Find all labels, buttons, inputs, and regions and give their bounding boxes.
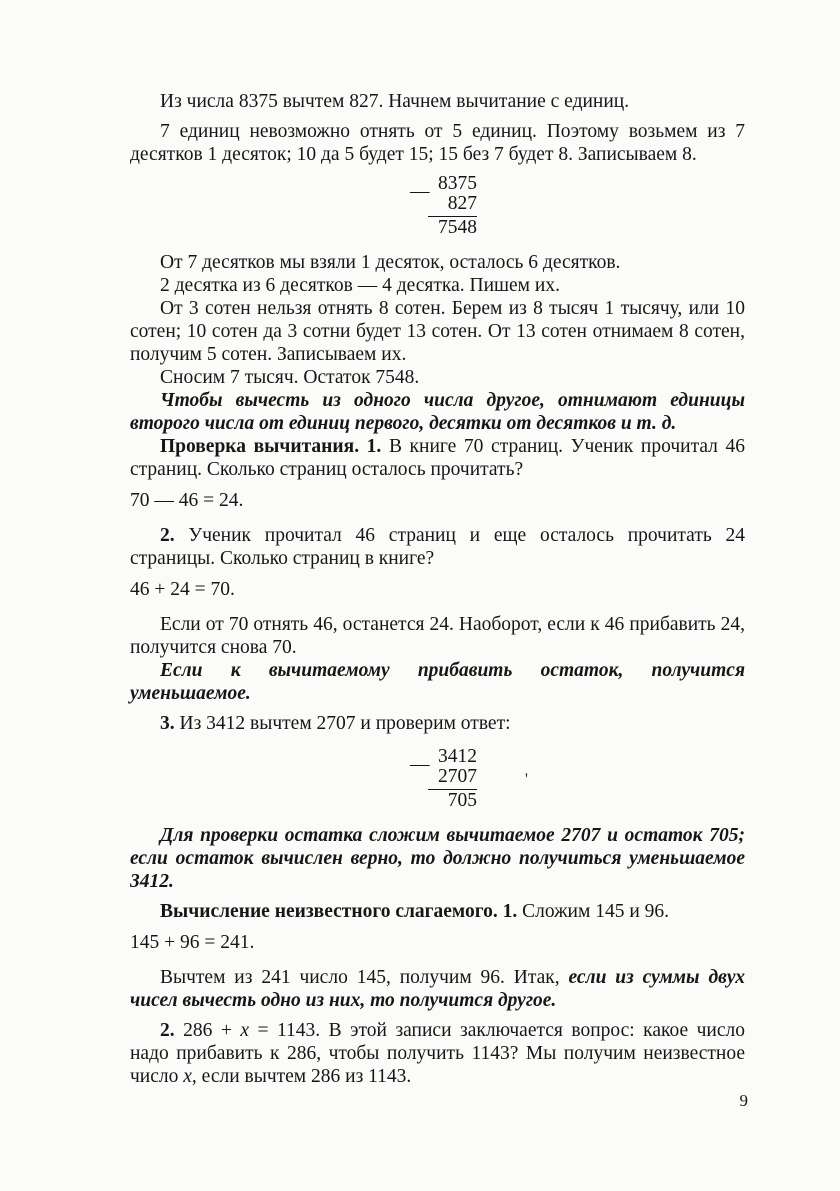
section-check <box>130 435 745 481</box>
paragraph-hundreds: От 3 сотен нельзя отнять 8 сотен. Берем из 8 тысяч 1 тысячу, или 10 сотен; 10 сотен да 3 сотни будет 13 сотен. От 13 сотен отнимаем 8 сотен, получим 5 сотен. Записываем их. <box>130 298 745 365</box>
paragraph-units: 7 единиц невозможно отнять от 5 единиц. Поэтому возьмем из 7 десятков 1 десяток; 10 да 5 будет 15; 15 без 7 будет 8. Записываем 8. <box>130 121 745 165</box>
problem-x-c: , если вычтем 286 из 1143. <box>191 1066 412 1087</box>
problem-3-text: Из 3412 вычтем 2707 и проверим ответ: <box>179 713 511 734</box>
page-text <box>130 90 745 1088</box>
problem-number: 2. <box>160 525 175 546</box>
problem-x <box>130 1019 745 1088</box>
unknown-problem-text: Сложим 145 и 96. <box>522 901 670 922</box>
paragraph-thousands: Сносим 7 тысяч. Остаток 7548. <box>160 367 420 388</box>
problem-x-b: = 1143. В этой записи заключается вопрос: какое число надо прибавить к 286, чтобы получить 1143? Мы получим неизвестное число <box>130 1020 746 1087</box>
paragraph-sum-text: Вычтем из 241 число 145, получим 96. Итак, <box>160 967 560 988</box>
minuend: 8375 <box>438 173 477 194</box>
subtrahend: 2707 <box>438 766 477 787</box>
section-heading-unknown: Вычисление неизвестного слагаемого. 1. <box>160 901 518 922</box>
paragraph-intro: Из числа 8375 вычтем 827. Начнем вычитание с единиц. <box>160 91 630 112</box>
problem-2-text: Ученик прочитал 46 страниц и еще осталось прочитать 24 страницы. Сколько страниц в книге? <box>130 525 745 569</box>
rule-unknown-addend: если из суммы двух чисел вычесть одно из них, то получится другое. <box>130 967 745 1011</box>
paragraph-sum <box>130 966 745 1012</box>
result: 705 <box>447 790 477 811</box>
variable-x: x <box>240 1020 250 1041</box>
paragraph-tens-2: 2 десятка из 6 десятков — 4 десятка. Пишем их. <box>160 275 560 296</box>
equation-1: 70 — 46 = 24. <box>130 490 244 511</box>
problem-x-a: 286 + <box>183 1020 241 1041</box>
equation-2: 46 + 24 = 70. <box>130 579 235 600</box>
problem-number: 3. <box>160 713 175 734</box>
check-problem-text: В книге 70 страниц. Ученик прочитал 46 страниц. Сколько страниц осталось прочитать? <box>130 436 745 480</box>
problem-3 <box>130 712 745 735</box>
result: 7548 <box>438 217 477 238</box>
page-number: 9 <box>739 1091 748 1110</box>
rule-check: Если к вычитаемому прибавить остаток, получится уменьшаемое. <box>130 660 745 704</box>
stray-mark: ' <box>525 771 528 788</box>
column-subtraction-1 <box>130 174 745 239</box>
problem-2 <box>130 524 745 570</box>
variable-x: x <box>183 1066 192 1087</box>
equation-3: 145 + 96 = 241. <box>130 932 255 953</box>
minuend: 3412 <box>438 746 477 767</box>
minus-sign: — <box>410 181 430 202</box>
column-subtraction-2 <box>130 747 745 812</box>
section-unknown-addend <box>130 900 745 923</box>
section-heading-check: Проверка вычитания. 1. <box>160 436 382 457</box>
rule-check-3412: Для проверки остатка сложим вычитаемое 2707 и остаток 705; если остаток вычислен верно, то должно получиться уменьшаемое 3412. <box>130 825 745 892</box>
subtrahend: 827 <box>447 193 477 214</box>
rule-subtraction: Чтобы вычесть из одного числа другое, отнимают единицы второго числа от единиц первого, десятки от десятков и т. д. <box>130 390 745 434</box>
problem-number: 2. <box>160 1020 175 1041</box>
paragraph-tens: От 7 десятков мы взяли 1 десяток, осталось 6 десятков. <box>160 252 621 273</box>
paragraph-conversely: Если от 70 отнять 46, останется 24. Наоборот, если к 46 прибавить 24, получится снова 70. <box>130 614 745 658</box>
minus-sign: — <box>410 754 430 775</box>
